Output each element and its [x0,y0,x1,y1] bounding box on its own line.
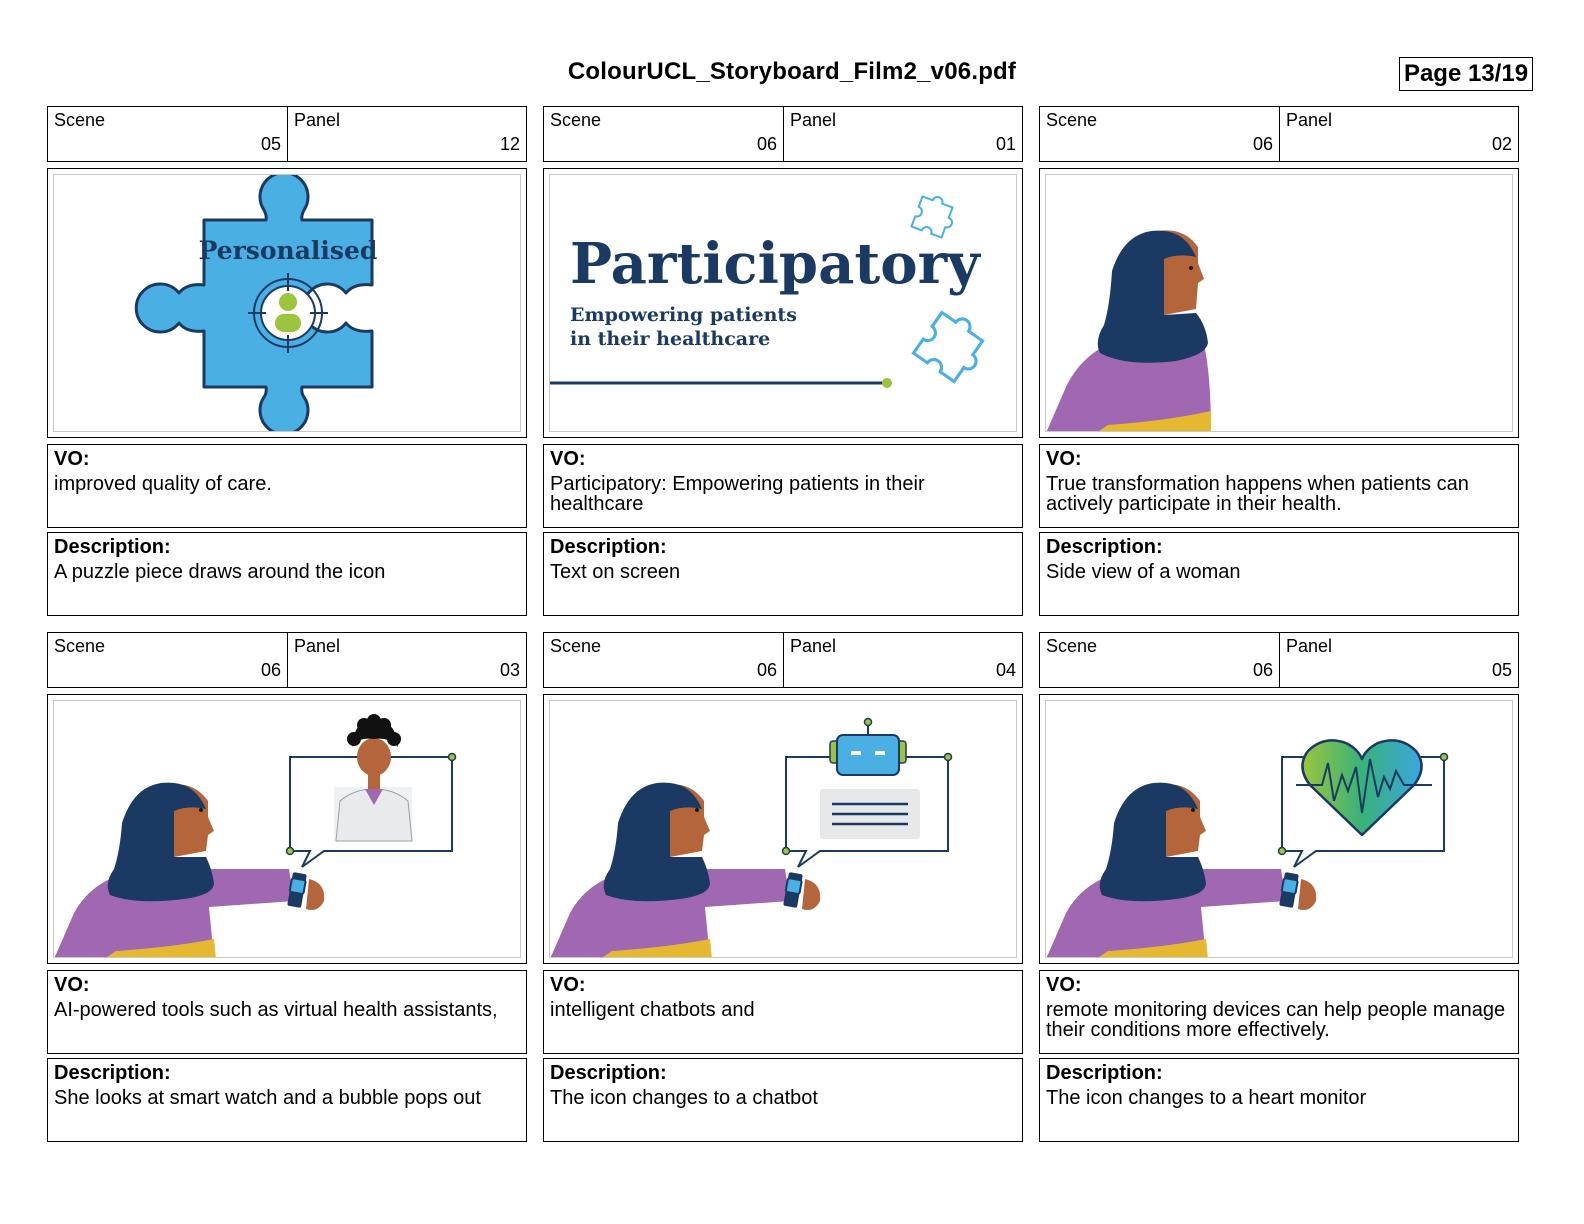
description-heading: Description: [1046,1062,1163,1084]
vo-heading: VO: [1046,448,1082,470]
document-title: ColourUCL_Storyboard_Film2_v06.pdf [567,58,1017,85]
vo-box [47,970,527,1054]
scene-panel-header [1039,632,1519,688]
scene-number: 06 [756,134,777,154]
vo-heading: VO: [54,448,90,470]
scene-cell [1040,633,1280,687]
vo-text: remote monitoring devices can help people manage their conditions more effectively. [1046,999,1506,1041]
participatory-heading: Participatory [570,231,980,297]
panel-number: 03 [499,660,520,680]
vo-heading: VO: [54,974,90,996]
panel-frame [543,694,1023,964]
description-box [543,532,1023,616]
scene-cell [544,107,784,161]
description-box [47,532,527,616]
panel-number: 05 [1491,660,1512,680]
puzzle-piece-shape [136,175,372,432]
description-text: Side view of a woman [1046,561,1241,583]
scene-number: 06 [260,660,281,680]
panel-frame [47,694,527,964]
panel-number: 02 [1491,134,1512,154]
panel-frame [1039,694,1519,964]
scene-panel-header [543,106,1023,162]
vo-heading: VO: [550,448,586,470]
panel-label: Panel [1286,636,1333,656]
vo-text: True transformation happens when patients can actively participate in their health. [1046,473,1469,515]
scene-label: Scene [550,110,602,130]
panel-cell [784,107,1022,161]
scene-cell [48,633,288,687]
smartwatch-doctor-illustration [54,701,521,958]
panel-cell [784,633,1022,687]
panel-number: 12 [499,134,520,154]
description-heading: Description: [54,536,171,558]
woman-with-smartwatch [54,783,324,958]
description-box [47,1058,527,1142]
scene-panel-header [1039,106,1519,162]
participatory-title-card [550,175,1017,432]
panel-number: 01 [995,134,1016,154]
vo-box [1039,444,1519,528]
puzzle-piece-text: Personalised [198,236,378,265]
description-heading: Description: [1046,536,1163,558]
scene-label: Scene [1046,110,1098,130]
vo-box [543,970,1023,1054]
vo-text: Participatory: Empowering patients in their healthcare [550,473,925,515]
description-text: She looks at smart watch and a bubble pops out [54,1087,481,1109]
woman-with-smartwatch [550,783,820,958]
vo-text: intelligent chatbots and [550,999,755,1021]
scene-label: Scene [54,636,106,656]
timeline-dot [882,378,892,388]
scene-number: 05 [260,134,281,154]
panel-label: Panel [790,636,837,656]
scene-panel-header [543,632,1023,688]
scene-label: Scene [54,110,106,130]
large-puzzle-outline-icon [913,306,993,386]
panel-cell [288,107,526,161]
panel-cell [1280,107,1518,161]
panel-label: Panel [1286,110,1333,130]
scene-label: Scene [1046,636,1098,656]
panel-label: Panel [294,636,341,656]
description-box [1039,532,1519,616]
description-text: Text on screen [550,561,681,583]
description-box [1039,1058,1519,1142]
panel-label: Panel [790,110,837,130]
chat-message-icon [820,789,920,839]
scene-cell [1040,107,1280,161]
panel-label: Panel [294,110,341,130]
description-heading: Description: [550,1062,667,1084]
description-box [543,1058,1023,1142]
description-text: The icon changes to a chatbot [550,1087,818,1109]
scene-panel-header [47,632,527,688]
panel-number: 04 [995,660,1016,680]
smartwatch-heart-monitor-illustration [1046,701,1513,958]
scene-label: Scene [550,636,602,656]
description-text: A puzzle piece draws around the icon [54,561,386,583]
panel-cell [288,633,526,687]
panel-frame [543,168,1023,438]
woman-side-view-illustration [1046,175,1513,432]
page-number: Page 13/19 [1399,57,1533,91]
panel-cell [1280,633,1518,687]
participatory-subtitle-line1: Empowering patients [570,304,797,326]
woman-figure [1046,230,1211,432]
panel-frame [1039,168,1519,438]
vo-text: improved quality of care. [54,473,272,495]
robot-chatbot-icon [830,719,906,776]
scene-number: 06 [1252,134,1273,154]
scene-cell [48,107,288,161]
panel-frame [47,168,527,438]
vo-heading: VO: [1046,974,1082,996]
vo-text: AI-powered tools such as virtual health assistants, [54,999,498,1021]
description-heading: Description: [550,536,667,558]
scene-number: 06 [1252,660,1273,680]
woman-with-smartwatch [1046,783,1316,958]
scene-panel-header [47,106,527,162]
description-text: The icon changes to a heart monitor [1046,1087,1367,1109]
scene-number: 06 [756,660,777,680]
description-heading: Description: [54,1062,171,1084]
participatory-subtitle-line2: in their healthcare [570,328,771,350]
vo-box [543,444,1023,528]
puzzle-piece-illustration [54,175,521,432]
smartwatch-chatbot-illustration [550,701,1017,958]
vo-box [1039,970,1519,1054]
vo-heading: VO: [550,974,586,996]
scene-cell [544,633,784,687]
vo-box [47,444,527,528]
